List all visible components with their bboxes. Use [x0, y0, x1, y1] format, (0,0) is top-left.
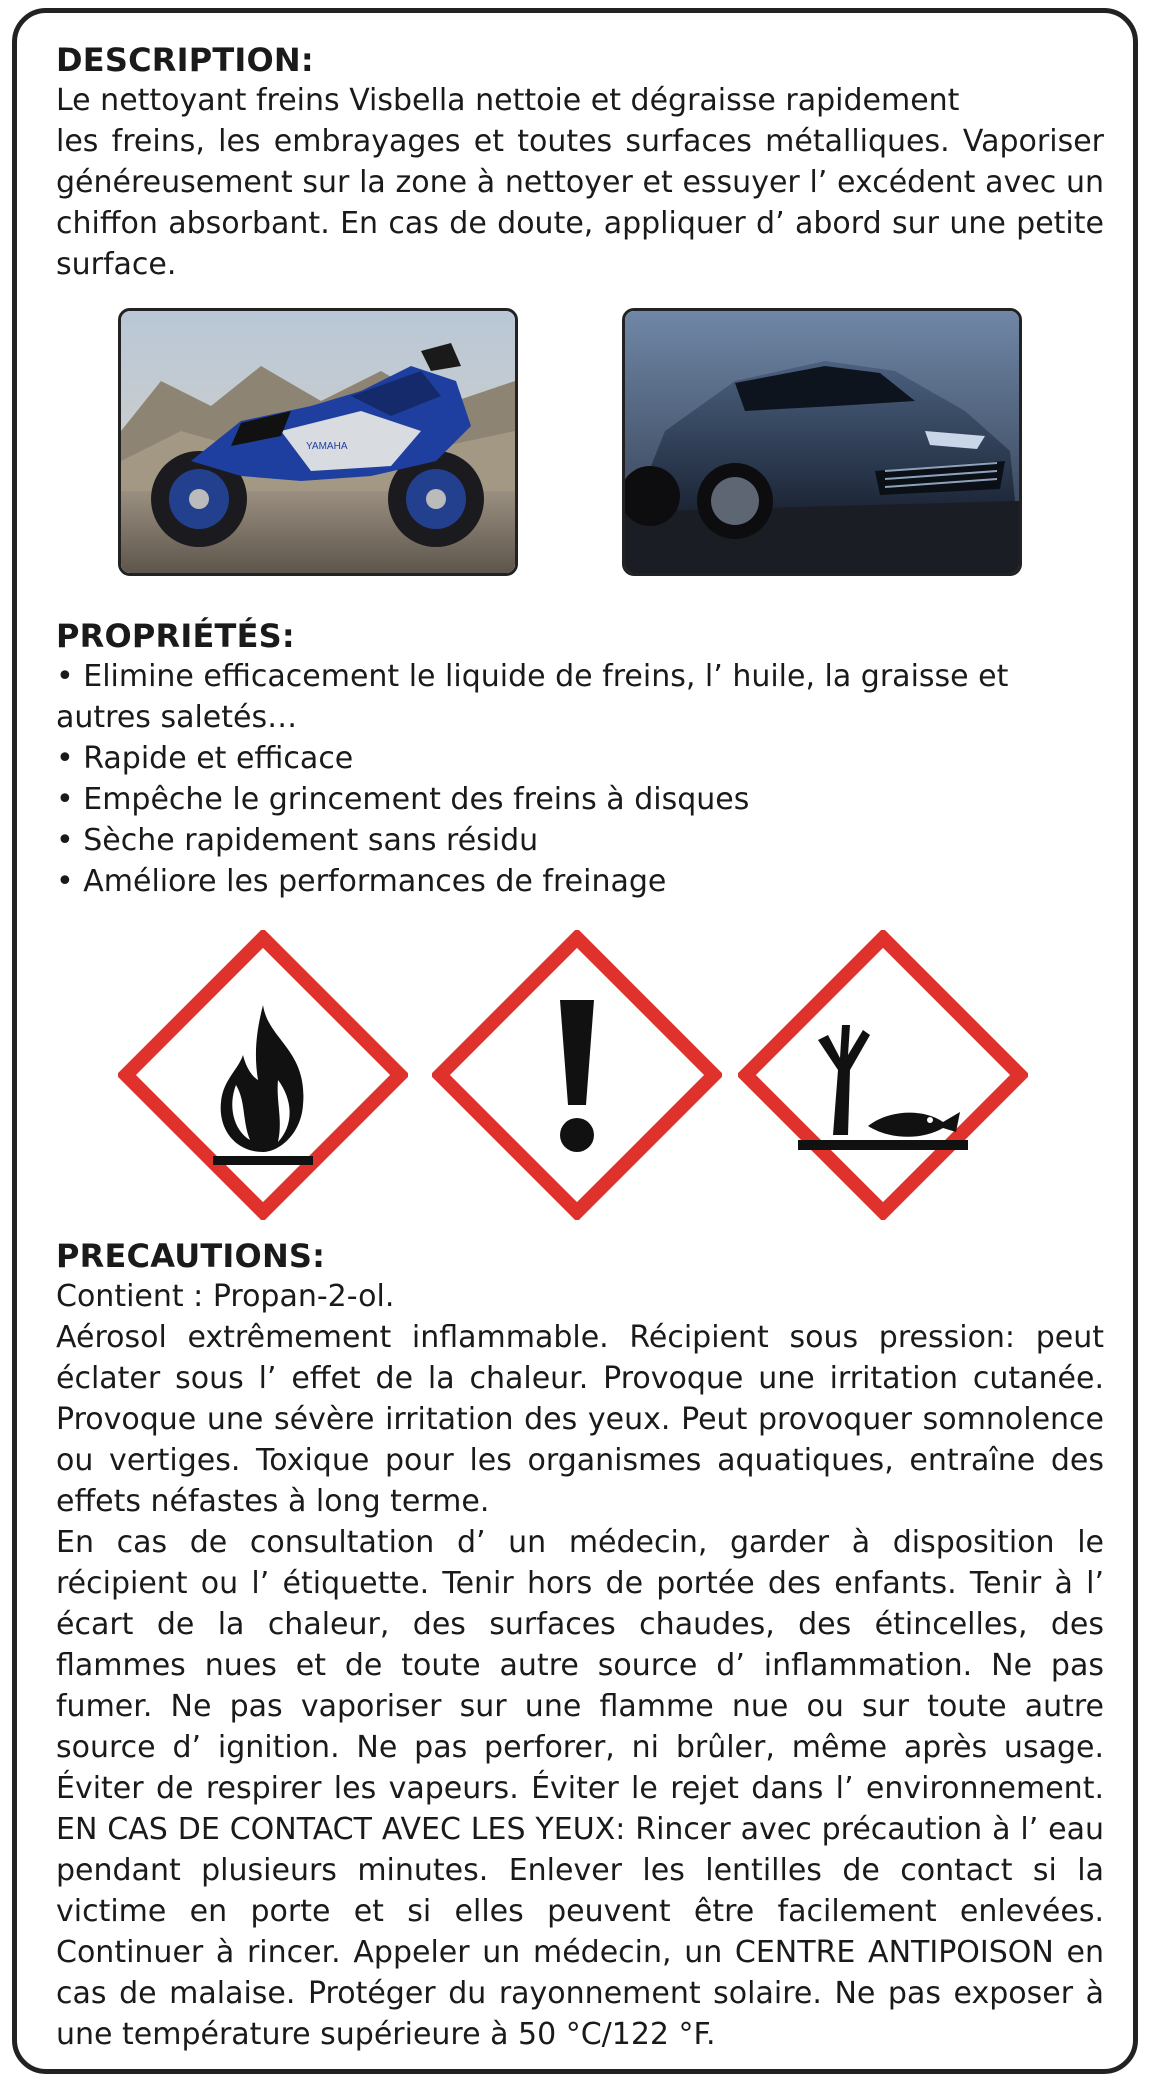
environment-hazard-icon — [738, 930, 1028, 1220]
list-item: • Améliore les performances de freinage — [56, 861, 1104, 902]
motorcycle-brand-text: YAMAHA — [306, 441, 348, 452]
precautions-section — [56, 1236, 1104, 2055]
description-heading: DESCRIPTION: — [56, 41, 314, 79]
precautions-advice: En cas de consultation d’ un médecin, garder à disposition le récipient ou l’ étiquette. Tenir hors de portée des enfants. Tenir à l’ écart de la chaleur, des surfaces chaudes, des étincelles, des flammes nues et de toute autre source d’ inflammation. Ne pas fumer. Ne pas vaporiser sur une flamme nue ou sur toute autre source d’ ignition. Ne pas perforer, ni brûler, même après usage. Éviter de respirer les vapeurs. Éviter le rejet dans l’ environnement. EN CAS DE CONTACT AVEC LES YEUX: Rincer avec précaution à l’ eau pendant plusieurs minutes. Enlever les lentilles de contact si la victime en porte et si elles peuvent être facilement enlevées. Continuer à rincer. Appeler un médecin, un CENTRE ANTIPOISON en cas de malaise. Protéger du rayonnement solaire. Ne pas exposer à une température supérieure à 50 °C/122 °F. — [56, 1525, 1104, 2052]
exclamation-icon — [432, 930, 722, 1220]
list-item: • Rapide et efficace — [56, 738, 1104, 779]
properties-heading: PROPRIÉTÉS: — [56, 617, 295, 655]
sports-car-icon — [625, 311, 1019, 573]
list-item: • Empêche le grincement des freins à disques — [56, 779, 1104, 820]
description-first-line: Le nettoyant freins Visbella nettoie et dégraisse rapidement — [56, 83, 960, 118]
precautions-contains: Contient : Propan-2-ol. — [56, 1279, 395, 1314]
motorcycle-photo — [118, 308, 518, 576]
precautions-heading: PRECAUTIONS: — [56, 1237, 326, 1275]
properties-section — [56, 616, 1104, 902]
description-section — [56, 40, 1104, 285]
car-photo — [622, 308, 1022, 576]
description-body: les freins, les embrayages et toutes surfaces métalliques. Vaporiser généreusement sur la zone à nettoyer et essuyer l’ excédent avec un chiffon absorbant. En cas de doute, appliquer d’ abord sur une petite surface. — [56, 124, 1104, 282]
list-item: • Elimine efficacement le liquide de freins, l’ huile, la graisse et autres saletés… — [56, 656, 1104, 738]
properties-list — [56, 656, 1104, 902]
precautions-hazards: Aérosol extrêmement inflammable. Récipient sous pression: peut éclater sous l’ effet de la chaleur. Provoque une irritation cutanée. Provoque une sévère irritation des yeux. Peut provoquer somnolence ou vertiges. Toxique pour les organismes aquatiques, entraîne des effets néfastes à long terme. — [56, 1320, 1104, 1519]
motorcycle-icon — [121, 311, 515, 573]
list-item: • Sèche rapidement sans résidu — [56, 820, 1104, 861]
flame-icon — [118, 930, 408, 1220]
